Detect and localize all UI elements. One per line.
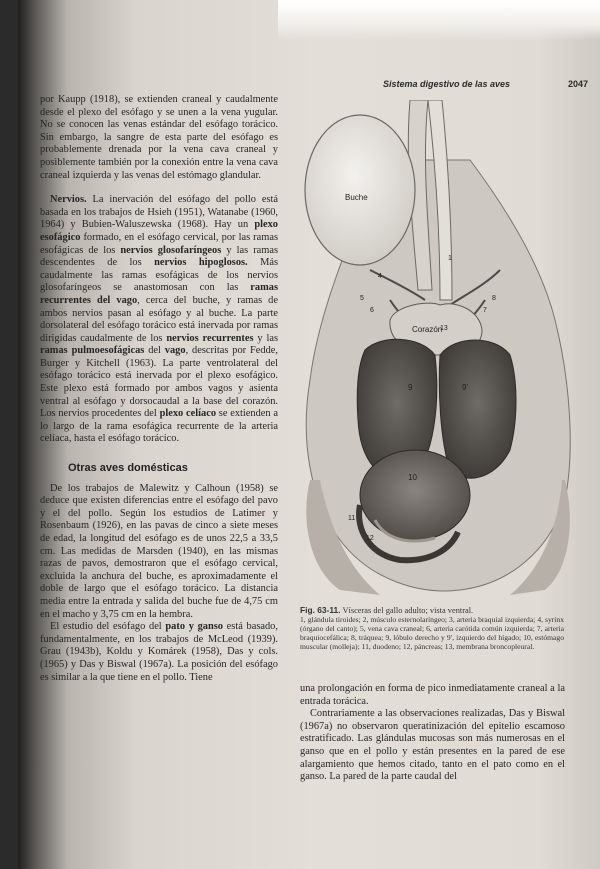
liver-left-lobe <box>439 340 516 478</box>
label-4: 4 <box>378 273 382 280</box>
paragraph-veins: por Kaupp (1918), se extienden craneal y caudalmente desde el plexo del esófago y se unen a la vena yugular. No se conocen las venas estándar del esófago torácico. Sin embargo, la sangre de esta parte del esófago es probablemente drenada por la vena cava craneal y posiblemente también por la conexión entre la vena cava craneal izquierda y las venas del estómago glandular. <box>40 94 278 181</box>
label-10: 10 <box>408 473 417 482</box>
paragraph-keratinization: Contrariamente a las observaciones realizadas, Das y Biswal (1967a) no observaron queratinización del epitelio escamoso estratificado. Las glándulas mucosas son más numerosas en el ganso que en el pollo y están presentes en la pared de ese alargamiento que hemos citado, tanto en el pato como en el ganso. La pared de la parte caudal del <box>300 708 565 783</box>
left-text-column <box>40 94 278 684</box>
caption-title: Fig. 63-11. <box>300 605 341 615</box>
paragraph-duck-goose: El estudio del esófago del pato y ganso está basado, fundamentalmente, en los trabajos de McLeod (1939). Grau (1943b), Koldu y Komárek (1958), Das y cols. (1965) y Das y Biswal (1967a). La posición del esófago es similar a la que tiene en el pollo. Tiene <box>40 621 278 683</box>
crop-buche <box>305 115 415 265</box>
label-crop: Buche <box>345 193 368 202</box>
paragraph-turkey: De los trabajos de Malewitz y Calhoun (1958) se deduce que existen diferencias entre el esófago del pavo y el del pollo. Según los estudios de Latimer y Rosenbaum (1926), en las pavas de cinco a siete meses de edad, la longitud del esófago es de unos 22,5 a 33,5 cm. Las medidas de Marsden (1940), en las mismas razas de pavos, demostraron que el esófago cervical, excluida la anchura del buche, es aproximadamente el doble de largo que el esófago torácico. La distancia media entre la entrada y salida del buche fue de 4,75 cm en el macho y 3,75 cm en la hembra. <box>40 482 278 620</box>
label-6: 6 <box>370 307 374 314</box>
label-7: 7 <box>483 307 487 314</box>
label-11: 11 <box>348 515 356 522</box>
anatomical-figure <box>300 100 575 595</box>
viscera-illustration <box>300 100 575 595</box>
label-9-prime: 9' <box>462 383 468 392</box>
caption-legend: 1, glándula tiroides; 2, músculo esternolaríngeo; 3, arteria braquial izquierda; 4, syrinx (órgano del canto); 5, vena cava craneal; 6, arteria carótida común izquierda; 7, arteria braquiocefálica; 8, tráquea; 9, lóbulo derecho y 9', izquierdo del hígado; 10, estómago muscular (molleja); 11, duodeno; 12, páncreas; 13, membrana broncopleural. <box>300 615 564 651</box>
label-12: 12 <box>366 535 374 542</box>
paragraph-nerves: Nervios. La inervación del esófago del pollo está basada en los trabajos de Hsieh (1951), Watanabe (1960, 1964) y Bubien-Waluszewska (1968). Hay un plexo esofágico formado, en el esófago cervical, por las ramas esofágicas de los nervios glosofaríngeos y las ramas descendentes de los nervios hipoglosos. Más caudalmente las ramas esofágicas de los nervios glosofaríngeos se anastomosan con las ramas recurrentes del vago, cerca del buche, y ramas de ambos nervios pasan al esófago y al buche. La parte dorsolateral del esófago torácico está inervada por ramas dirigidas caudalmente de los nervios recurrentes y las ramas pulmoesofágicas del vago, descritas por Fedde, Burger y Kitchell (1963). La parte ventrolateral del esófago torácico está inervada por el plexo esofágico. Este plexo está formado por ambos vagos y asienta ventral al esófago y dorsocaudal a la base del corazón. Los nervios procedentes del plexo celíaco se extienden a lo largo de la rama esofágica recurrente de la arteria celíaca, hasta el esófago torácico. <box>40 194 279 445</box>
nerves-heading: Nervios. <box>50 194 87 206</box>
running-header <box>383 79 588 93</box>
label-9: 9 <box>408 383 413 392</box>
label-heart: Corazón <box>412 325 443 334</box>
right-text-column <box>300 683 565 784</box>
running-title: Sistema digestivo de las aves <box>383 79 511 89</box>
label-8: 8 <box>492 295 496 302</box>
label-1: 1 <box>448 255 452 262</box>
label-13: 13 <box>440 325 448 332</box>
caption-text: Vísceras del gallo adulto; vista ventral. <box>340 606 474 615</box>
page-number: 2047 <box>567 79 588 89</box>
paragraph-beak-prolongation: una prolongación en forma de pico inmediatamente craneal a la entrada torácica. <box>300 683 565 707</box>
label-5: 5 <box>360 295 364 302</box>
section-title: Otras aves domésticas <box>68 462 188 475</box>
figure-caption <box>300 606 564 651</box>
gizzard-molleja <box>360 450 470 540</box>
page-glare <box>278 0 600 40</box>
